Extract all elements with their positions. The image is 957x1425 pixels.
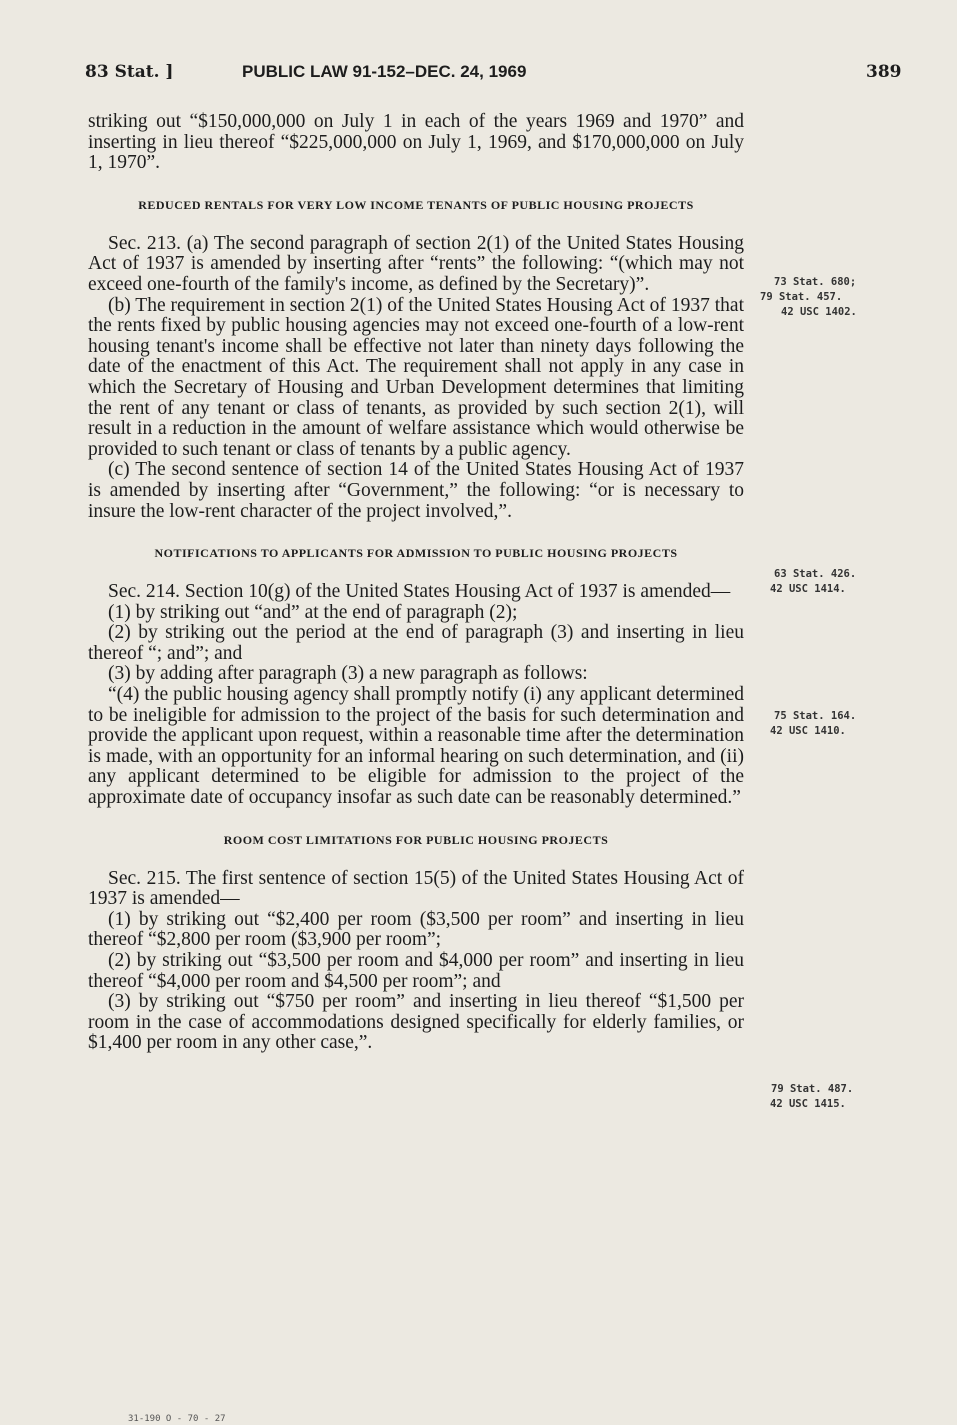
paragraph: (b) The requirement in section 2(1) of the United States Housing Act of 1937 that the rents fixed by public housing agencies may not exceed one-fourth of a low-rent housing tenant's income shall be effective not later than ninety days following the date of the enactment of this Act. The requirement shall not apply in any case in which the Secretary of Housing and Urban Development determines that limiting the rent of any tenant or class of tenants, as provided by such section 2(1), will result in a reduction in the amount of welfare assistance which would otherwise be provided to such tenant or class of tenants by a public agency. — [88, 294, 744, 460]
margin-citation: 42 USC 1402. — [781, 306, 857, 318]
running-header: PUBLIC LAW 91-152–DEC. 24, 1969 — [242, 62, 527, 81]
margin-citation: 75 Stat. 164. — [774, 710, 857, 722]
intro-paragraph: striking out “$150,000,000 on July 1 in each of the years 1969 and 1970” and inserting in lieu thereof “$225,000,000 on July 1, 1969, and $170,000,000 on July 1, 1970”. — [88, 111, 744, 174]
section-heading: REDUCED RENTALS FOR VERY LOW INCOME TENANTS OF PUBLIC HOUSING PROJECTS — [138, 197, 694, 212]
section-heading: ROOM COST LIMITATIONS FOR PUBLIC HOUSING PROJECTS — [223, 832, 609, 847]
margin-citation: 42 USC 1415. — [770, 1098, 846, 1110]
paragraph: Sec. 214. Section 10(g) of the United States Housing Act of 1937 is amended— — [108, 581, 731, 603]
list-item: (3) by striking out “$750 per room” and inserting in lieu thereof “$1,500 per room in the case of accommodations designed specifically for elderly families, or $1,400 per room in any other case,”. — [88, 991, 744, 1054]
margin-citation: 42 USC 1414. — [770, 583, 846, 595]
quoted-paragraph: “(4) the public housing agency shall promptly notify (i) any applicant determined to be ineligible for admission to the project of the basis for such determination and provide the applicant upon request, within a reasonable time after the determination is made, with an opportunity for an informal hearing on such determination, and (ii) any applicant determined to be eligible for admission to the project of the approximate date of occupancy insofar as such date can be reasonably determined.” — [88, 684, 744, 809]
section-heading: NOTIFICATIONS TO APPLICANTS FOR ADMISSION TO PUBLIC HOUSING PROJECTS — [154, 546, 678, 561]
paragraph: Sec. 215. The first sentence of section 15(5) of the United States Housing Act of 1937 is amended— — [88, 867, 744, 910]
list-item: (1) by striking out “and” at the end of paragraph (2); — [108, 601, 518, 623]
margin-citation: 63 Stat. 426. — [774, 568, 857, 580]
margin-citation: 79 Stat. 457. — [760, 291, 843, 303]
print-code-footer: 31-190 O - 70 - 27 — [128, 1414, 226, 1424]
list-item: (2) by striking out the period at the end of paragraph (3) and inserting in lieu thereof “; and”; and — [88, 622, 744, 664]
document-body — [88, 112, 744, 1054]
list-item: (2) by striking out “$3,500 per room and $4,000 per room” and inserting in lieu thereof “$4,000 per room and $4,500 per room”; and — [88, 950, 744, 992]
volume-reference: 83 Stat. ] — [85, 62, 174, 82]
paragraph: Sec. 213. (a) The second paragraph of section 2(1) of the United States Housing Act of 1937 is amended by inserting after “rents” the following: “(which may not exceed one-fourth of the family's income, as defined by the Secretary)”. — [88, 232, 744, 295]
margin-citation: 79 Stat. 487. — [771, 1083, 854, 1095]
list-item: (1) by striking out “$2,400 per room ($3,500 per room” and inserting in lieu thereof “$2,800 per room ($3,900 per room”; — [88, 908, 744, 951]
list-item: (3) by adding after paragraph (3) a new paragraph as follows: — [108, 663, 588, 685]
margin-citation: 73 Stat. 680; — [774, 276, 857, 288]
paragraph: (c) The second sentence of section 14 of the United States Housing Act of 1937 is amended by inserting after “Government,” the following: “or is necessary to insure the low-rent character of the project involved,”. — [88, 459, 744, 522]
margin-citation: 42 USC 1410. — [770, 725, 846, 737]
page-number: 389 — [866, 62, 902, 82]
